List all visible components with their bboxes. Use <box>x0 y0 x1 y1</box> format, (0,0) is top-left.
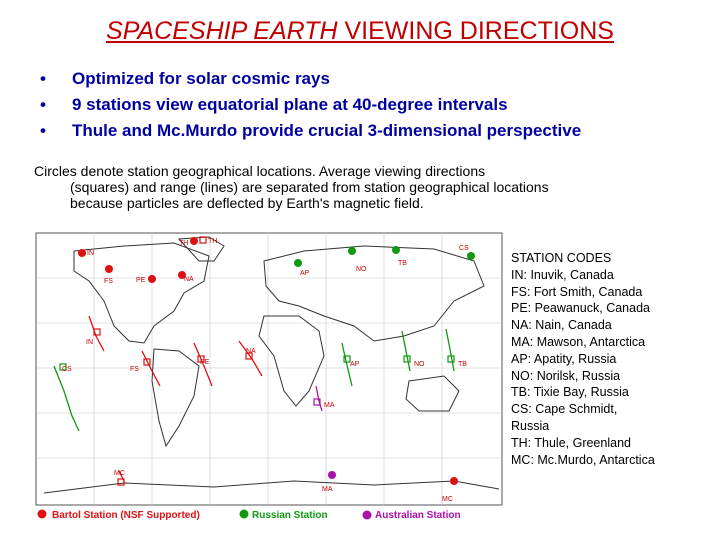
bullet-text: Optimized for solar cosmic rays <box>72 69 330 88</box>
station-circle-mc <box>450 477 458 485</box>
station-code-item: NO: Norilsk, Russia <box>511 368 621 383</box>
title-rest: VIEWING DIRECTIONS <box>337 17 614 45</box>
map-label-ma-dir: MA <box>324 402 335 409</box>
map-label-na: NA <box>184 276 194 283</box>
station-code-item: AP: Apatity, Russia <box>511 351 617 366</box>
map-label-pe: PE <box>136 277 146 284</box>
map-label-no: NO <box>356 266 367 273</box>
description-paragraph <box>34 163 674 211</box>
station-circle-cs <box>467 252 475 260</box>
map-label-cs-dir: CS <box>62 366 72 373</box>
station-code-item: MA: Mawson, Antarctica <box>511 334 646 349</box>
station-code-item: MC: Mc.Murdo, Antarctica <box>511 452 655 467</box>
station-codes-heading: STATION CODES <box>511 251 612 265</box>
map-label-fs: FS <box>104 278 113 285</box>
station-code-item: IN: Inuvik, Canada <box>511 267 614 282</box>
station-circle-tb <box>392 246 400 254</box>
station-circle-ap <box>294 259 302 267</box>
legend-dot-bartol <box>38 510 47 519</box>
map-label-ap: AP <box>300 270 310 277</box>
map-label-no-dir: NO <box>414 361 425 368</box>
map-label-mc: MC <box>442 496 453 503</box>
map-label-pe-dir: PE <box>200 359 210 366</box>
map-label-cs: CS <box>459 245 469 252</box>
station-code-item: PE: Peawanuck, Canada <box>511 301 650 316</box>
map-label-in: IN <box>87 250 94 257</box>
map-label-in-dir: IN <box>86 339 93 346</box>
legend-label-russian: Russian Station <box>252 510 328 521</box>
bullet-item: • Optimized for solar cosmic rays <box>40 69 330 88</box>
map-label-ma: MA <box>322 486 333 493</box>
bullet-item: • Thule and Mc.Murdo provide crucial 3-dimensional perspective <box>40 121 582 140</box>
station-code-item: FS: Fort Smith, Canada <box>511 284 643 299</box>
station-code-item: Russia <box>511 418 550 433</box>
station-circle-fs <box>105 265 113 273</box>
station-circle-pe <box>148 275 156 283</box>
map-label-na-dir: NA <box>246 348 256 355</box>
legend-dot-russian <box>240 510 249 519</box>
description-line: (squares) and range (lines) are separated from station geographical locations <box>70 179 549 195</box>
description-line: because particles are deflected by Earth's magnetic field. <box>70 195 424 211</box>
map-label-th: TH <box>179 240 189 247</box>
bullet-item: • 9 stations view equatorial plane at 40-degree intervals <box>40 95 508 114</box>
page-title <box>0 17 720 46</box>
station-code-item: TB: Tixie Bay, Russia <box>511 385 629 400</box>
map-label-tb: TB <box>398 260 407 267</box>
station-code-item: NA: Nain, Canada <box>511 318 612 333</box>
map-label-th-dir: TH <box>208 238 218 245</box>
legend-dot-australian <box>363 511 372 520</box>
station-codes-panel <box>511 250 711 468</box>
bullet-list <box>40 66 581 144</box>
station-circle-in <box>78 249 86 257</box>
legend-label-bartol: Bartol Station (NSF Supported) <box>52 510 200 521</box>
bullet-text: 9 stations view equatorial plane at 40-degree intervals <box>72 95 508 114</box>
bullet-text: Thule and Mc.Murdo provide crucial 3-dimensional perspective <box>72 121 582 140</box>
station-circle-th <box>190 237 198 245</box>
map-label-tb-dir: TB <box>458 361 467 368</box>
title-italic-part: SPACESHIP EARTH <box>106 17 338 45</box>
map-label-mc-dir: MC <box>114 470 125 477</box>
description-line: Circles denote station geographical locations. Average viewing directions <box>34 163 486 179</box>
world-map <box>34 231 504 527</box>
station-circle-ma <box>328 471 336 479</box>
map-label-ap-dir: AP <box>350 361 360 368</box>
station-code-item: TH: Thule, Greenland <box>511 435 631 450</box>
map-label-fs-dir: FS <box>130 366 139 373</box>
station-code-item: CS: Cape Schmidt, <box>511 402 618 417</box>
station-circle-no <box>348 247 356 255</box>
legend-label-australian: Australian Station <box>375 510 461 521</box>
